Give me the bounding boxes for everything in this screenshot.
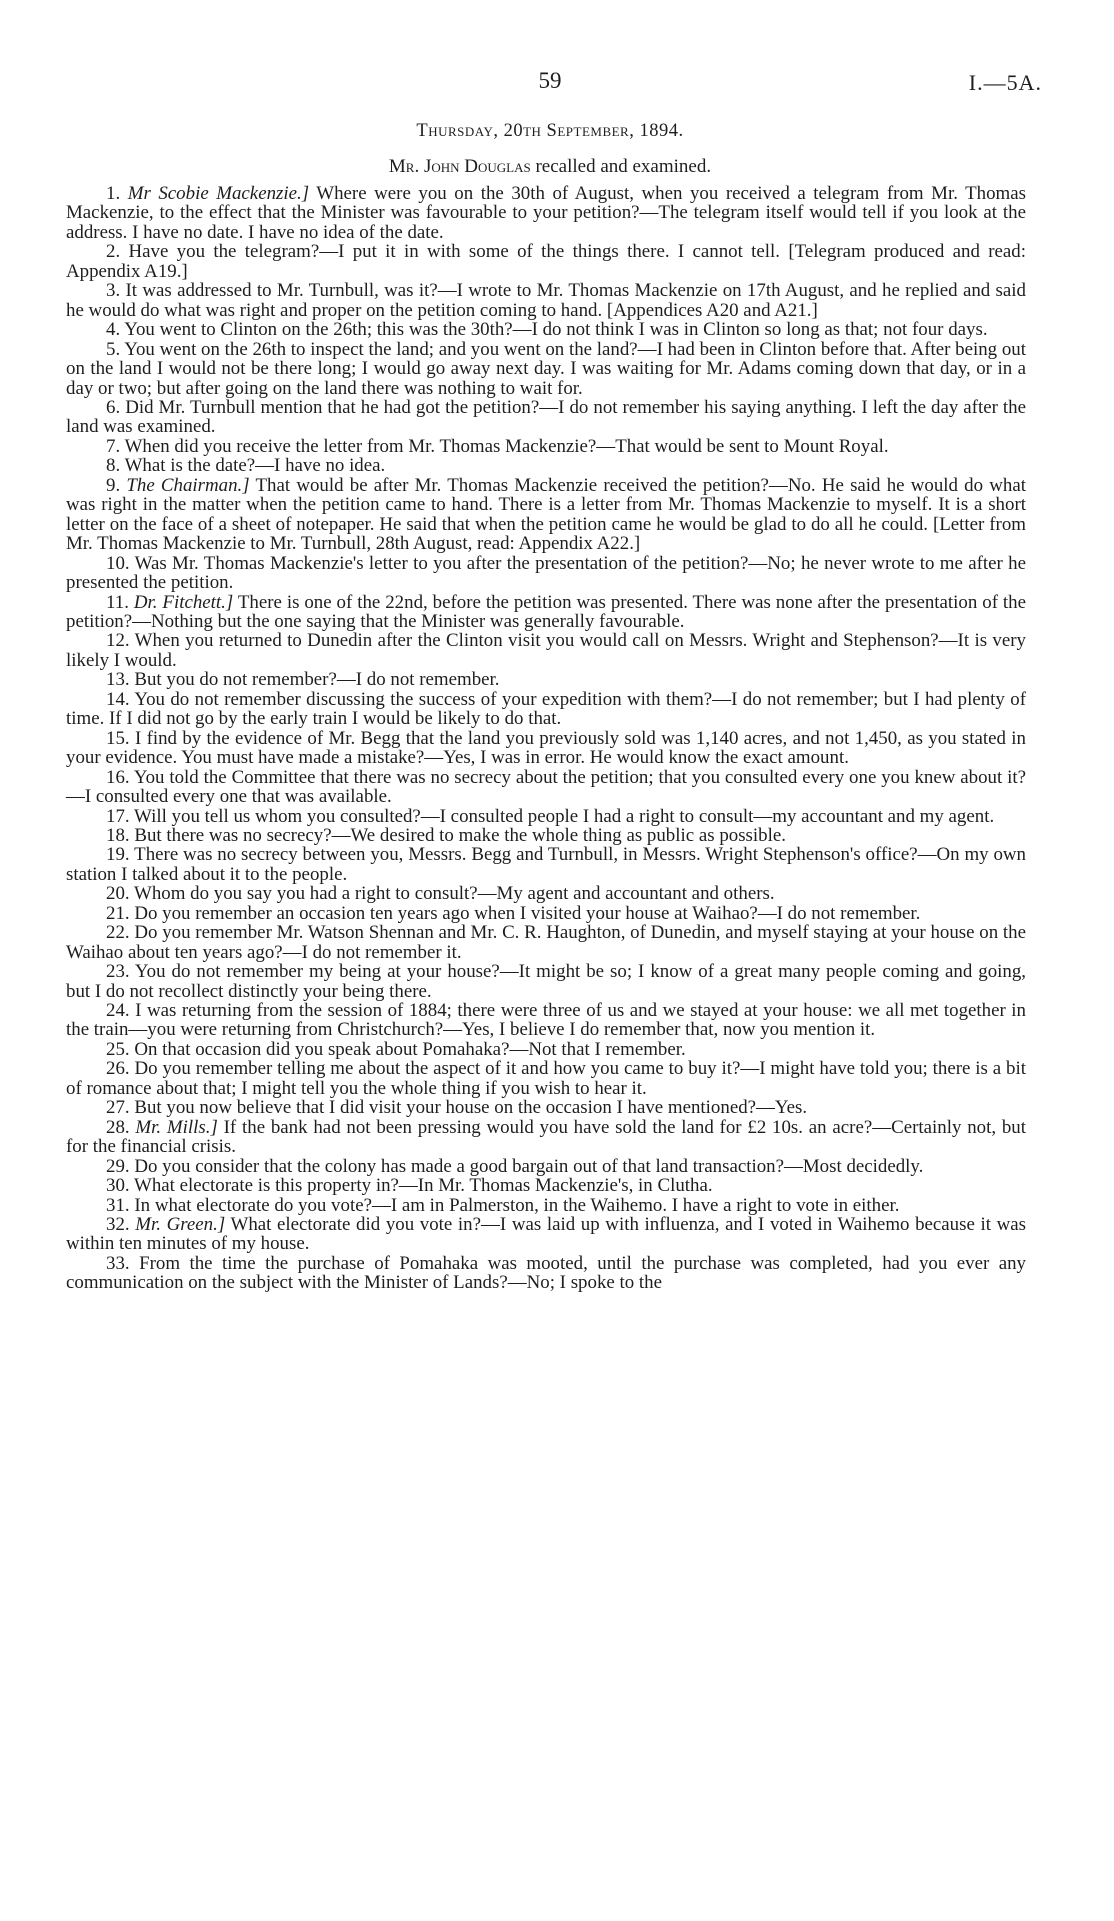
question-text: You do not remember my being at your house?—It might be so; I know of a great many people coming and going, but I do not recollect distinctly your being there. <box>66 961 1026 1002</box>
question-number: 20. <box>106 883 130 905</box>
question-text: There is one of the 22nd, before the petition was presented. There was none after the presentation of the petition?—Nothing but the one saying that the Minister was generally favourable. <box>66 591 1026 632</box>
question-text: On that occasion did you speak about Pomahaka?—Not that I remember. <box>134 1038 686 1060</box>
question-text: You told the Committee that there was no secrecy about the petition; that you consulted every one you knew about it?—I consulted every one that was available. <box>66 766 1026 808</box>
question-text: What electorate did you vote in?—I was laid up with influenza, and I voted in Waihemo because it was within ten minutes of my house. <box>66 1214 1026 1255</box>
question-number: 6. <box>106 396 121 418</box>
question-number: 9. <box>106 474 121 496</box>
question-paragraph <box>66 826 1026 845</box>
question-paragraph <box>66 884 1026 903</box>
question-text: Do you remember Mr. Watson Shennan and Mr. C. R. Haughton, of Dunedin, and myself staying at your house on the Waihao about ten years ago?—I do not remember it. <box>66 922 1026 963</box>
question-number: 29. <box>106 1155 130 1177</box>
question-paragraph <box>66 1118 1026 1157</box>
question-number: 11. <box>106 591 129 613</box>
question-paragraph <box>66 242 1026 281</box>
question-text: Whom do you say you had a right to consult?—My agent and accountant and others. <box>134 883 775 905</box>
question-paragraph <box>66 1215 1026 1254</box>
question-text: In what electorate do you vote?—I am in Palmerston, in the Waihemo. I have a right to vote in either. <box>134 1194 900 1216</box>
question-paragraph <box>66 904 1026 923</box>
question-text: You went on the 26th to inspect the land; and you went on the land?—I had been in Clinton before that. After being out on the land I would not be there long; I would go away next day. I was waiting for Mr. Adams coming down that day, or in a day or two; but after going on the land there was nothing to wait for. <box>66 338 1026 399</box>
question-number: 15. <box>106 727 130 749</box>
question-paragraph <box>66 1254 1026 1293</box>
question-number: 12. <box>106 630 130 652</box>
question-number: 33. <box>106 1252 130 1274</box>
question-paragraph <box>66 690 1026 729</box>
question-number: 22. <box>106 922 130 944</box>
question-number: 3. <box>106 280 121 302</box>
page-header <box>66 0 1042 110</box>
question-paragraph <box>66 807 1026 826</box>
question-paragraph <box>66 1059 1026 1098</box>
date-heading: Thursday, 20th September, 1894. <box>416 121 684 141</box>
question-text: Do you remember telling me about the aspect of it and how you came to buy it?—I might have told you; there is a bit of romance about that; I might tell you the whole thing if you wish to hear it. <box>66 1058 1026 1099</box>
question-text: I find by the evidence of Mr. Begg that the land you previously sold was 1,140 acres, and not 1,450, as you stated in your evidence. You must have made a mistake?—Yes, I was in error. He would know the exact amount. <box>66 727 1026 769</box>
question-number: 31. <box>106 1194 130 1216</box>
question-text: Do you consider that the colony has made a good bargain out of that land transaction?—Most decidedly. <box>134 1155 924 1177</box>
question-paragraph <box>66 1196 1026 1215</box>
question-text: When did you receive the letter from Mr. Thomas Mackenzie?—That would be sent to Mount Royal. <box>124 435 889 457</box>
question-number: 2. <box>106 241 121 263</box>
question-paragraph <box>66 340 1026 398</box>
question-text: There was no secrecy between you, Messrs. Begg and Turnbull, in Messrs. Wright Stephenson's office?—On my own station I talked about it to the people. <box>66 844 1026 885</box>
question-number: 4. <box>106 319 121 341</box>
question-number: 30. <box>106 1175 130 1197</box>
question-text: I was returning from the session of 1884; there were three of us and we stayed at your house: we all met together in the train—you were returning from Christchurch?—Yes, I believe I do remember that, now you mention it. <box>66 1000 1026 1041</box>
question-paragraph <box>66 923 1026 962</box>
question-text: Where were you on the 30th of August, when you received a telegram from Mr. Thomas Mackenzie, to the effect that the Minister was favourable to your petition?—The telegram itself would tell if you look at the address. I have no date. I have no idea of the date. <box>66 183 1026 243</box>
question-paragraph <box>66 320 1026 339</box>
question-text: Will you tell us whom you consulted?—I consulted people I had a right to consult—my accountant and my agent. <box>134 805 995 827</box>
question-paragraph <box>66 456 1026 475</box>
question-paragraph <box>66 437 1026 456</box>
question-paragraph <box>66 962 1026 1001</box>
question-paragraph <box>66 670 1026 689</box>
question-text: It was addressed to Mr. Turnbull, was it?—I wrote to Mr. Thomas Mackenzie on 17th August, and he replied and said he would do what was right and proper on the petition coming to hand. [Appendices A20 and A21.] <box>66 280 1026 321</box>
question-text: You do not remember discussing the success of your expedition with them?—I do not remember; but I had plenty of time. If I did not go by the early train I would be likely to do that. <box>66 688 1026 730</box>
question-text: That would be after Mr. Thomas Mackenzie received the petition?—No. He said he would do what was right in the matter when the petition came to hand. There is a letter from Mr. Thomas Mackenzie to myself. It is a short letter on the face of a sheet of notepaper. He said that when the petition came he would be glad to do all he could. [Letter from Mr. Thomas Mackenzie to Mr. Turnbull, 28th August, read: Appendix A22.] <box>66 474 1026 555</box>
witness-heading <box>66 156 1034 178</box>
question-number: 13. <box>106 669 130 691</box>
question-text: But there was no secrecy?—We desired to make the whole thing as public as possible. <box>134 824 786 846</box>
question-number: 28. <box>106 1116 130 1138</box>
question-paragraph <box>66 476 1026 554</box>
question-number: 23. <box>106 961 130 983</box>
question-paragraph <box>66 184 1026 242</box>
question-number: 5. <box>106 338 121 360</box>
question-number: 18. <box>106 824 130 846</box>
question-text: From the time the purchase of Pomahaka was mooted, until the purchase was completed, had you ever any communication on the subject with the Minister of Lands?—No; I spoke to the <box>66 1252 1026 1294</box>
question-number: 7. <box>106 435 121 457</box>
question-number: 25. <box>106 1038 130 1060</box>
question-paragraph <box>66 554 1026 593</box>
question-number: 21. <box>106 902 130 924</box>
evidence-body <box>66 184 1026 1293</box>
question-number: 19. <box>106 844 130 866</box>
question-paragraph <box>66 845 1026 884</box>
question-number: 26. <box>106 1058 130 1080</box>
question-number: 17. <box>106 805 130 827</box>
question-text: Was Mr. Thomas Mackenzie's letter to you after the presentation of the petition?—No; he never wrote to me after he presented the petition. <box>66 552 1026 594</box>
speaker-label: Mr Scobie Mackenzie.] <box>127 183 310 204</box>
question-text: Do you remember an occasion ten years ago when I visited your house at Waihao?—I do not remember. <box>134 902 921 924</box>
question-paragraph <box>66 631 1026 670</box>
question-paragraph <box>66 1176 1026 1195</box>
page-number: 59 <box>538 68 562 93</box>
question-paragraph <box>66 1040 1026 1059</box>
question-paragraph <box>66 398 1026 437</box>
question-paragraph <box>66 593 1026 632</box>
question-text: But you now believe that I did visit your house on the occasion I have mentioned?—Yes. <box>134 1097 808 1119</box>
question-text: Did Mr. Turnbull mention that he had got the petition?—I do not remember his saying anything. I left the day after the land was examined. <box>66 396 1026 438</box>
document-reference: I.—5A. <box>968 70 1042 95</box>
question-text: You went to Clinton on the 26th; this was the 30th?—I do not think I was in Clinton so long as that; not four days. <box>124 319 988 341</box>
question-text: But you do not remember?—I do not remember. <box>134 669 500 691</box>
document-page <box>66 0 1042 1294</box>
question-number: 27. <box>106 1097 130 1119</box>
question-number: 14. <box>106 688 130 710</box>
witness-status: recalled and examined. <box>530 156 712 177</box>
question-paragraph <box>66 1001 1026 1040</box>
speaker-label: Mr. Green.] <box>135 1214 226 1236</box>
witness-name: Mr. John Douglas <box>388 156 531 177</box>
question-number: 10. <box>106 552 130 574</box>
question-paragraph <box>66 1098 1026 1117</box>
question-paragraph <box>66 768 1026 807</box>
question-text: Have you the telegram?—I put it in with some of the things there. I cannot tell. [Telegram produced and read: Appendix A19.] <box>66 241 1026 282</box>
question-text: What is the date?—I have no idea. <box>124 455 386 477</box>
question-paragraph <box>66 729 1026 768</box>
speaker-label: Dr. Fitchett.] <box>133 591 234 613</box>
question-text: When you returned to Dunedin after the Clinton visit you would call on Messrs. Wright and Stephenson?—It is very likely I would. <box>66 630 1026 671</box>
question-number: 1. <box>106 183 121 204</box>
speaker-label: Mr. Mills.] <box>135 1116 218 1138</box>
question-number: 32. <box>106 1214 130 1236</box>
question-number: 16. <box>106 766 130 788</box>
question-paragraph <box>66 1157 1026 1176</box>
question-paragraph <box>66 281 1026 320</box>
question-text: What electorate is this property in?—In Mr. Thomas Mackenzie's, in Clutha. <box>134 1175 713 1197</box>
question-number: 8. <box>106 455 121 477</box>
question-number: 24. <box>106 1000 130 1022</box>
speaker-label: The Chairman.] <box>126 474 250 496</box>
question-text: If the bank had not been pressing would you have sold the land for £2 10s. an acre?—Certainly not, but for the financial crisis. <box>66 1116 1026 1158</box>
